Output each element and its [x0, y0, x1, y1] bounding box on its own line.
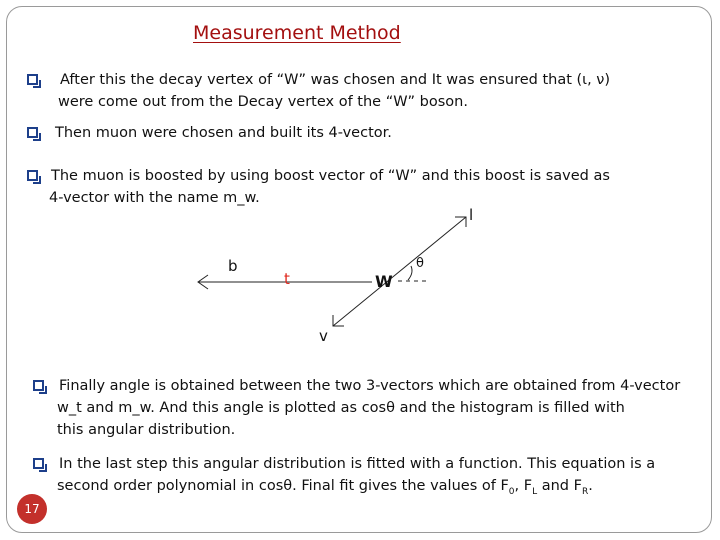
page-number-badge: 17	[17, 494, 47, 524]
bullet-text-line: After this the decay vertex of “W” was chosen and It was ensured that (ι, ν)	[60, 72, 611, 88]
theta-arc	[408, 266, 412, 280]
label-w-boson: W	[375, 272, 393, 291]
bullet-text-line: In the last step this angular distribution is fitted with a function. This equation is a	[59, 456, 656, 472]
bullet-angle-obtained	[33, 375, 680, 441]
bullet-text-line: Then muon were chosen and built its 4-vector.	[55, 125, 392, 141]
l-v-line	[333, 217, 466, 326]
slide-title: Measurement Method	[193, 22, 401, 44]
label-top-quark: t	[284, 270, 290, 288]
label-b-quark: b	[228, 257, 238, 275]
checkbox-bullet-icon	[33, 380, 44, 391]
label-lepton: l	[469, 206, 474, 224]
bullet-text-line: were come out from the Decay vertex of the “W” boson.	[58, 94, 468, 110]
checkbox-bullet-icon	[33, 458, 44, 469]
bullet-fit-function	[33, 453, 655, 503]
label-theta: θ	[416, 256, 424, 271]
label-neutrino: v	[319, 327, 328, 345]
bullet-text-line: The muon is boosted by using boost vector of “W” and this boost is saved as	[51, 168, 610, 184]
bullet-text-line: 4-vector with the name m_w.	[49, 190, 260, 206]
bullet-text-line: this angular distribution.	[57, 422, 236, 438]
bullet-text-line: second order polynomial in cosθ. Final fit gives the values of $F_0$, $F_L$ and $F_R$.	[57, 478, 593, 497]
bullet-text-line: Finally angle is obtained between the two 3-vectors which are obtained from 4-vector	[59, 378, 681, 394]
bullet-text-line: w_t and m_w. And this angle is plotted as cosθ and the histogram is filled with	[57, 400, 625, 416]
